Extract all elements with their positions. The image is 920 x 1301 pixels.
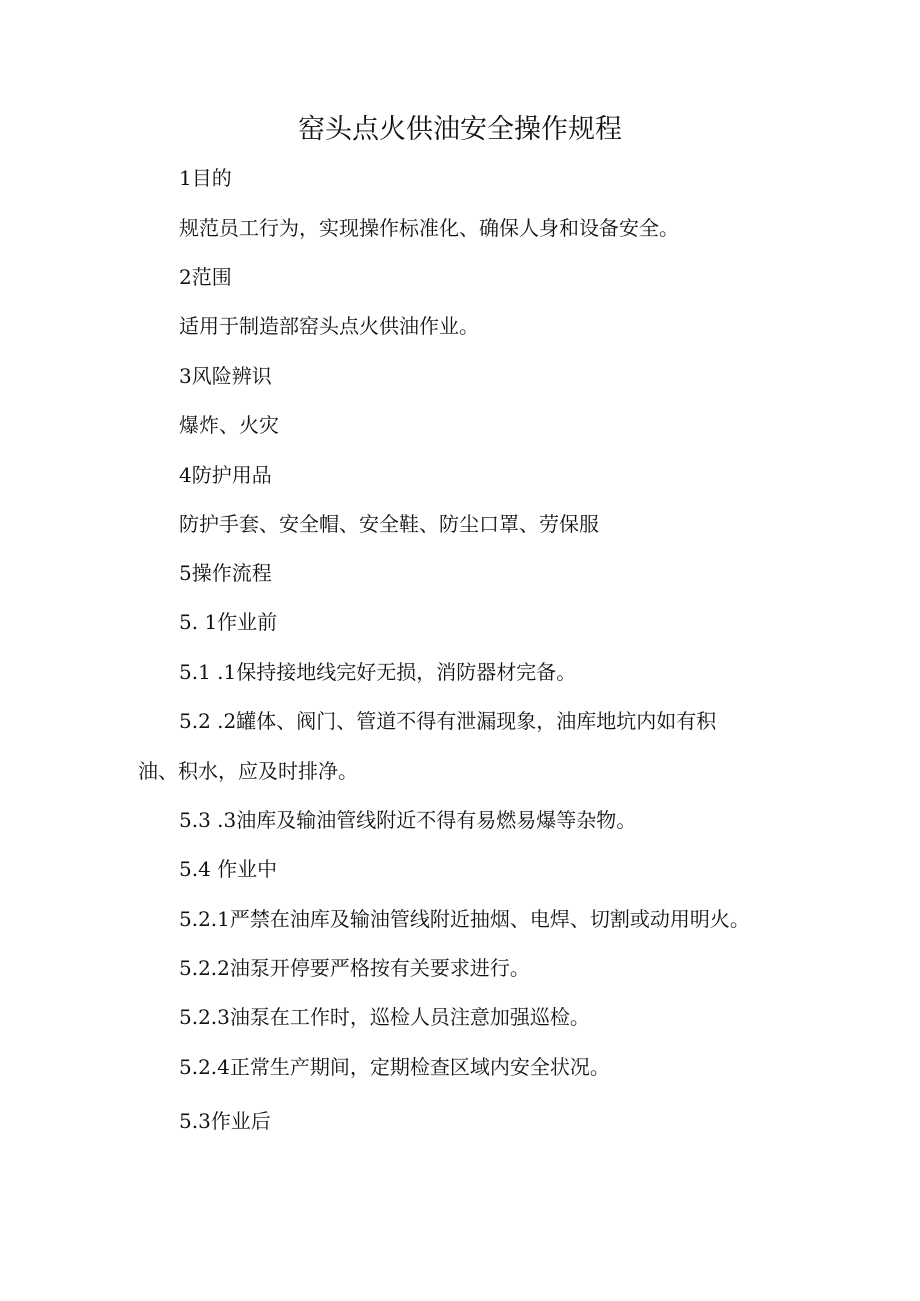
paragraph-purpose: 规范员工行为，实现操作标准化、确保人身和设备安全。	[179, 216, 679, 240]
list-item: 5.2.4正常生产期间，定期检查区域内安全状况。	[179, 1055, 610, 1079]
section-heading-protection: 4防护用品	[179, 463, 272, 487]
subsection-heading-during: 5.4 作业中	[179, 857, 278, 881]
paragraph-risk: 爆炸、火灾	[179, 413, 279, 437]
list-item: 5.2.1严禁在油库及输油管线附近抽烟、电焊、切割或动用明火。	[179, 907, 750, 931]
list-item: 5.2.2油泵开停要严格按有关要求进行。	[179, 956, 530, 980]
paragraph-scope: 适用于制造部窑头点火供油作业。	[179, 314, 479, 338]
list-item: 5.3 .3油库及输油管线附近不得有易燃易爆等杂物。	[179, 808, 637, 832]
subsection-heading-after: 5.3作业后	[179, 1109, 271, 1133]
list-item: 5.1 .1保持接地线完好无损，消防器材完备。	[179, 660, 577, 684]
section-heading-purpose: 1目的	[179, 166, 232, 190]
list-item: 5.2 .2罐体、阀门、管道不得有泄漏现象，油库地坑内如有积	[179, 709, 717, 733]
document-title: 窑头点火供油安全操作规程	[298, 114, 622, 145]
paragraph-protection: 防护手套、安全帽、安全鞋、防尘口罩、劳保服	[179, 512, 599, 536]
list-item-continuation: 油、积水，应及时排净。	[138, 759, 358, 783]
subsection-heading-before: 5. 1作业前	[179, 610, 278, 634]
section-heading-risk: 3风险辨识	[179, 364, 272, 388]
list-item: 5.2.3油泵在工作时，巡检人员注意加强巡检。	[179, 1005, 590, 1029]
section-heading-procedure: 5操作流程	[179, 561, 272, 585]
section-heading-scope: 2范围	[179, 265, 232, 289]
